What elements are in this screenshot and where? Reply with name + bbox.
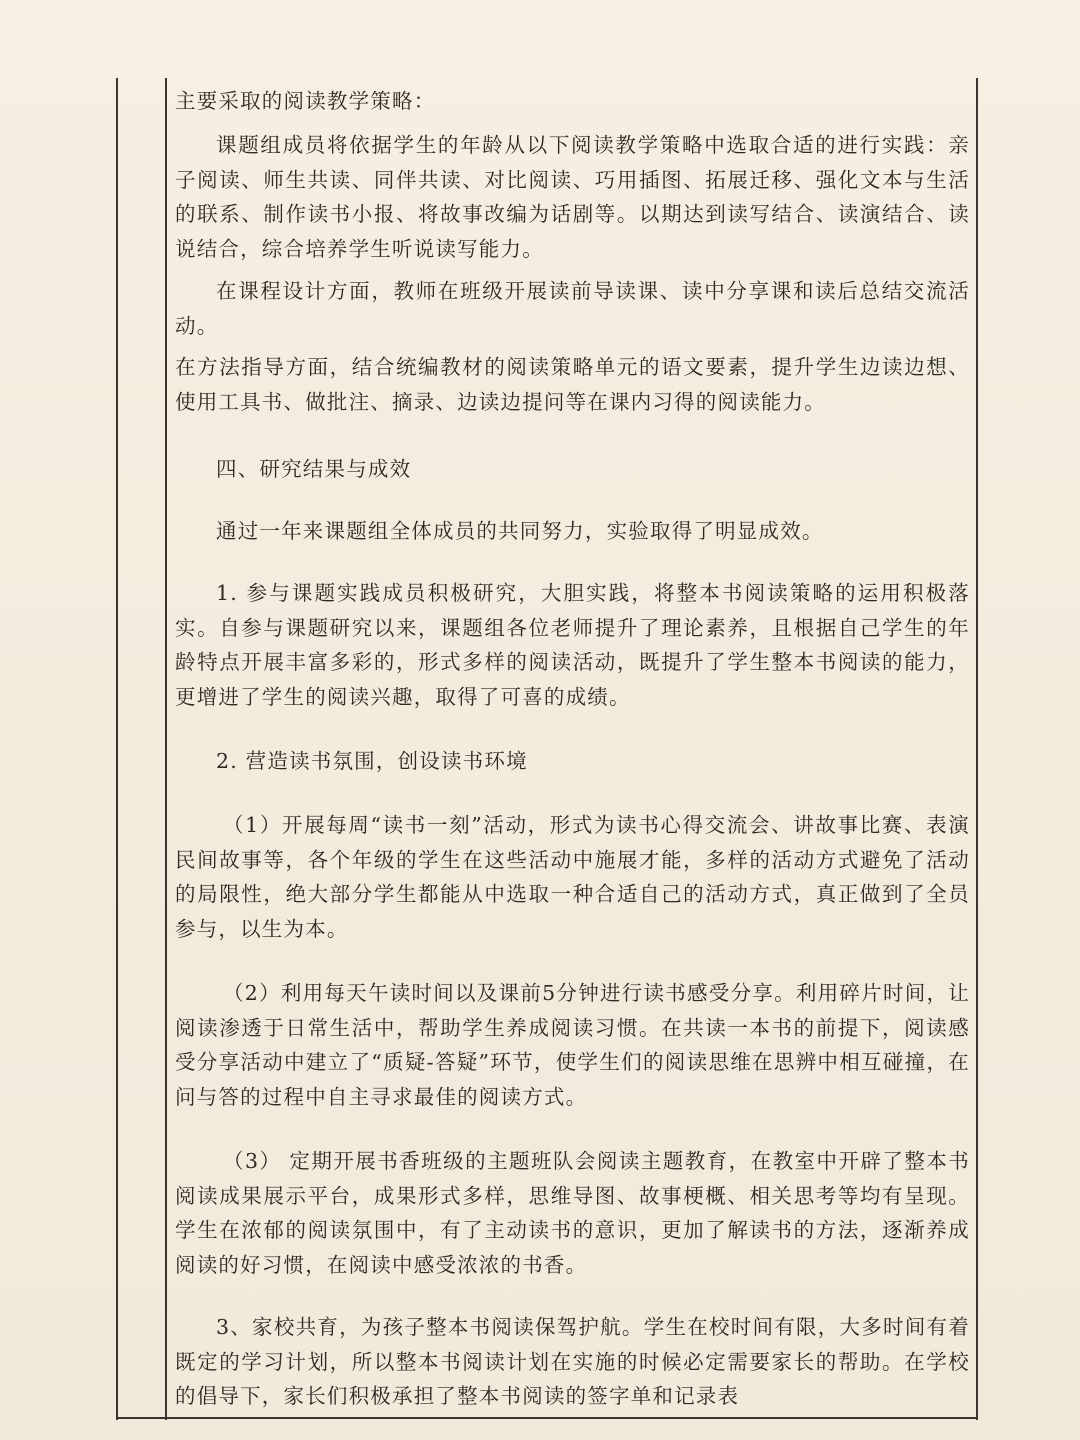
section-four-heading: 四、研究结果与成效	[216, 457, 412, 481]
table-border-bottom	[116, 1417, 978, 1419]
course-design-paragraph: 在课程设计方面，教师在班级开展读前导读课、读中分享课和读后总结交流活动。	[175, 279, 970, 338]
result-item-2-sub-2: （2）利用每天午读时间以及课前5分钟进行读书感受分享。利用碎片时间，让阅读渗透于日常生活中，帮助学生养成阅读习惯。在共读一本书的前提下，阅读感受分享活动中建立了“质疑-答疑”环节，使学生们的阅读思维在思辨中相互碰撞，在问与答的过程中自主寻求最佳的阅读方式。	[175, 981, 970, 1109]
table-border-right	[976, 78, 978, 1420]
method-guidance-paragraph: 在方法指导方面，结合统编教材的阅读策略单元的语文要素，提升学生边读边想、使用工具书、做批注、摘录、边读边提问等在课内习得的阅读能力。	[175, 355, 970, 414]
result-item-2-heading: 2. 营造读书氛围，创设读书环境	[216, 749, 528, 773]
table-border-left-outer	[116, 78, 118, 1420]
result-item-1: 1. 参与课题实践成员积极研究，大胆实践，将整本书阅读策略的运用积极落实。自参与课题研究以来，课题组各位老师提升了理论素养，且根据自己学生的年龄特点开展丰富多彩的，形式多样的阅读活动，既提升了学生整本书阅读的能力，更增进了学生的阅读兴趣，取得了可喜的成绩。	[175, 581, 970, 709]
strategy-paragraph: 课题组成员将依据学生的年龄从以下阅读教学策略中选取合适的进行实践：亲子阅读、师生共读、同伴共读、对比阅读、巧用插图、拓展迁移、强化文本与生活的联系、制作读书小报、将故事改编为话剧等。以期达到读写结合、读演结合、读说结合，综合培养学生听说读写能力。	[175, 133, 970, 261]
result-item-3: 3、家校共育，为孩子整本书阅读保驾护航。学生在校时间有限，大多时间有着既定的学习计划，所以整本书阅读计划在实施的时候必定需要家长的帮助。在学校的倡导下，家长们积极承担了整本书阅读的签字单和记录表	[175, 1315, 970, 1408]
results-intro-paragraph: 通过一年来课题组全体成员的共同努力，实验取得了明显成效。	[216, 519, 824, 543]
result-item-2-sub-1: （1）开展每周“读书一刻”活动，形式为读书心得交流会、讲故事比赛、表演民间故事等，各个年级的学生在这些活动中施展才能，多样的活动方式避免了活动的局限性，绝大部分学生都能从中选取一种合适自己的活动方式，真正做到了全员参与，以生为本。	[175, 813, 970, 941]
strategy-heading: 主要采取的阅读教学策略：	[175, 89, 436, 113]
table-border-left-inner	[165, 78, 167, 1420]
result-item-2-sub-3: （3） 定期开展书香班级的主题班队会阅读主题教育，在教室中开辟了整本书阅读成果展示平台，成果形式多样，思维导图、故事梗概、相关思考等均有呈现。学生在浓郁的阅读氛围中，有了主动读书的意识，更加了解读书的方法，逐渐养成阅读的好习惯，在阅读中感受浓浓的书香。	[175, 1149, 970, 1277]
